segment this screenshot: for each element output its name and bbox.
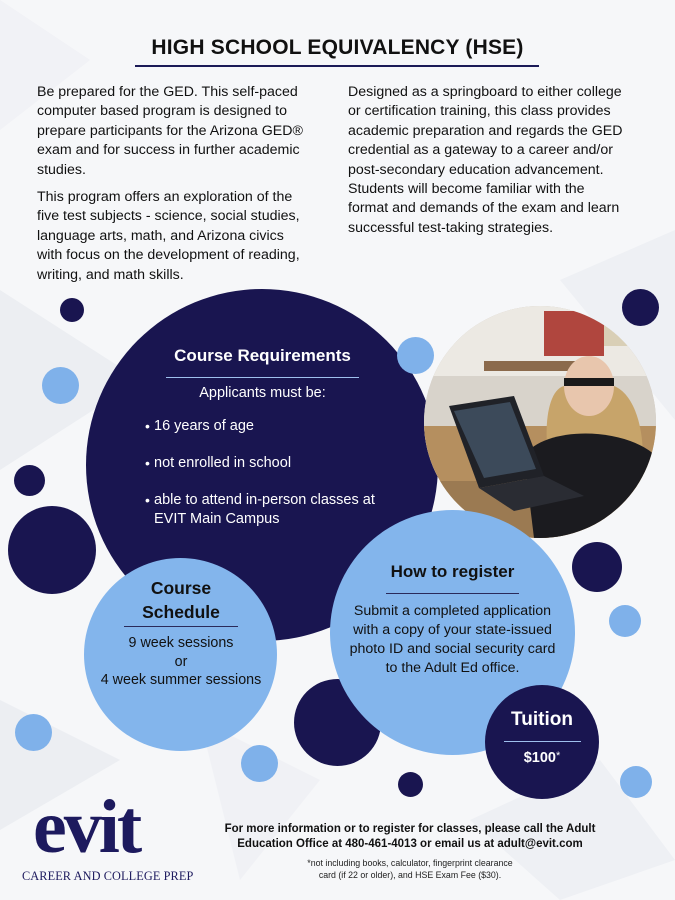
decor-dot	[622, 289, 659, 326]
tuition-circle	[485, 685, 599, 799]
tuition-asterisk: *	[555, 750, 561, 762]
requirement-item: not enrolled in school	[154, 455, 292, 471]
requirements-heading: Course Requirements	[174, 346, 351, 365]
decor-dot	[397, 337, 434, 374]
tuition-price-row	[485, 750, 599, 766]
requirement-bullet-icon: •	[145, 492, 150, 508]
decor-dot	[60, 298, 84, 322]
page-title: HIGH SCHOOL EQUIVALENCY (HSE)	[151, 36, 524, 59]
requirement-item: 16 years of age	[154, 418, 254, 434]
decor-dot	[15, 714, 52, 751]
tuition-price: $100	[523, 750, 556, 766]
title-underline	[135, 65, 539, 67]
decor-dot	[42, 367, 79, 404]
schedule-heading: Course Schedule	[142, 578, 220, 622]
student-photo	[424, 306, 656, 538]
register-rule	[386, 593, 519, 594]
intro-right-paragraph: Designed as a springboard to either college or certification training, this class provides academic preparation and regards the GED credential as a gateway to a career and/or post-secondary education advancement. Students will become familiar with the format and demands of the exam and learn successful test-taking strategies.	[348, 84, 623, 236]
register-heading: How to register	[390, 562, 515, 581]
decor-dot	[609, 605, 641, 637]
requirement-bullet-icon: •	[145, 455, 150, 471]
decor-dot	[241, 745, 278, 782]
decor-dot	[620, 766, 652, 798]
tuition-heading: Tuition	[511, 709, 573, 730]
tuition-footnote: *not including books, calculator, fingerprint clearance card (if 22 or older), and HSE Exam Fee ($30).	[307, 858, 513, 880]
tuition-rule	[504, 741, 581, 742]
requirement-bullet-icon: •	[145, 418, 150, 434]
schedule-body: 9 week sessions or 4 week summer sessions	[100, 635, 262, 688]
intro-left-paragraph-1: Be prepared for the GED. This self-paced computer based program is designed to prepare participants for the Arizona GED® exam and for success in further academic studies.	[37, 84, 303, 178]
decor-dot	[8, 506, 96, 594]
intro-left-paragraph-2: This program offers an exploration of the five test subjects - science, social studies, language arts, math, and Arizona civics with focus on the development of reading, writing, and math skills.	[37, 189, 300, 283]
requirement-item: able to attend in-person classes at EVIT Main Campus	[154, 492, 375, 527]
contact-info: For more information or to register for classes, please call the Adult Education Office at 480-461-4013 or email us at adult@evit.com	[224, 823, 596, 850]
student-photo-illustration	[424, 306, 656, 538]
evit-logo: evit	[33, 785, 140, 869]
decor-dot	[572, 542, 622, 592]
decor-dot	[14, 465, 45, 496]
evit-logo-tagline: CAREER AND COLLEGE PREP	[22, 869, 194, 883]
register-body: Submit a completed application with a copy of your state-issued photo ID and social security card to the Adult Ed office.	[349, 603, 556, 676]
requirements-intro: Applicants must be:	[199, 385, 326, 401]
decor-dot	[398, 772, 423, 797]
requirements-rule	[166, 377, 359, 378]
schedule-rule	[124, 626, 238, 627]
